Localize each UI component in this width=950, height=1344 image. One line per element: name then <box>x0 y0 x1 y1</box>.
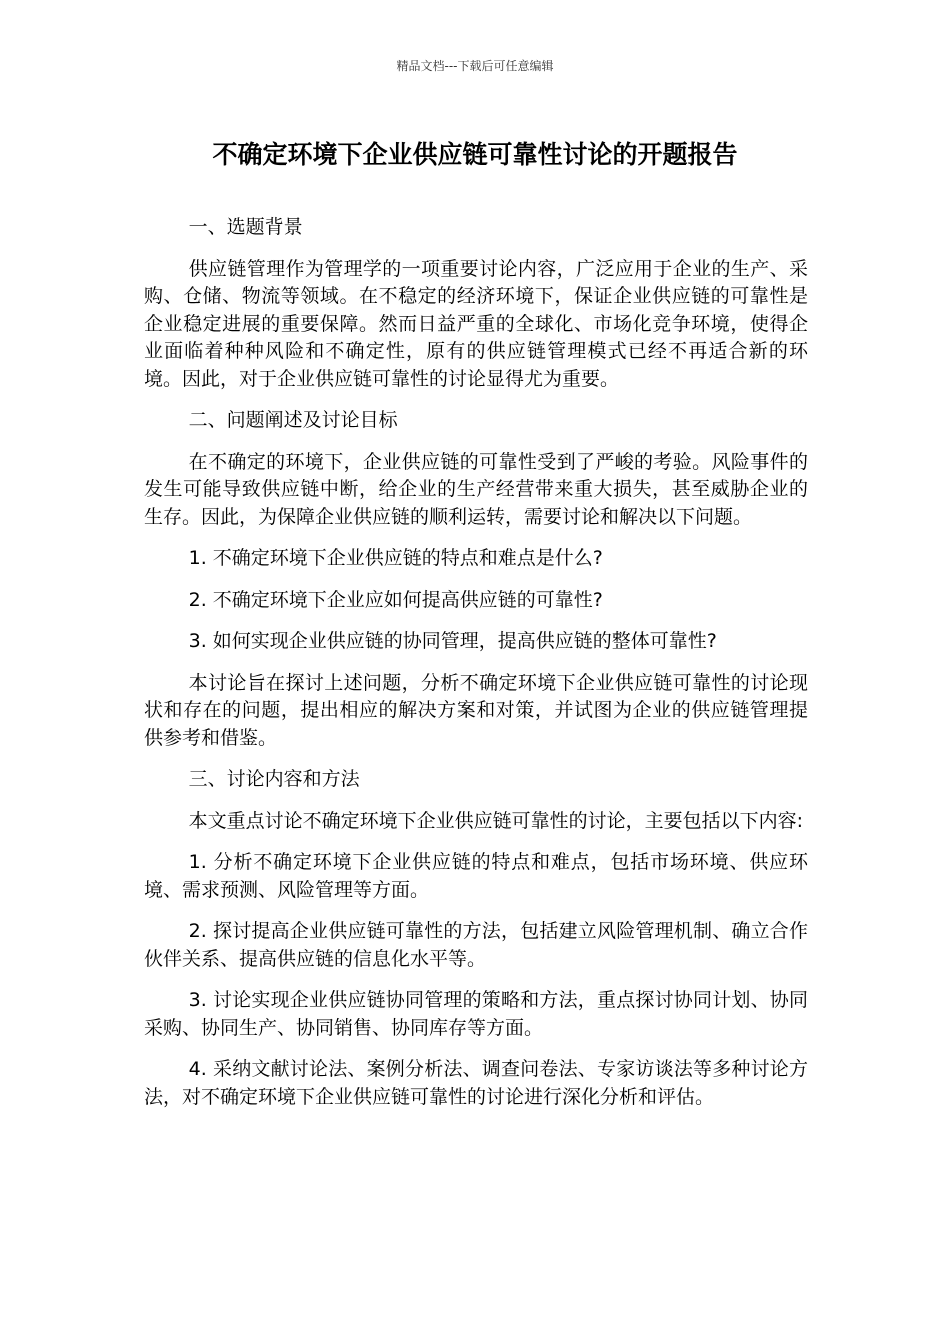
section-problem-statement <box>144 407 808 752</box>
document-body <box>144 214 808 1125</box>
paragraph: 供应链管理作为管理学的一项重要讨论内容，广泛应用于企业的生产、采购、仓储、物流等领域。在不稳定的经济环境下，保证企业供应链的可靠性是企业稳定进展的重要保障。然而日益严重的全球化、市场化竞争环境，使得企业面临着种种风险和不确定性，原有的供应链管理模式已经不再适合新的环境。因此，对于企业供应链可靠性的讨论显得尤为重要。 <box>144 257 808 390</box>
list-item: 4. 采纳文献讨论法、案例分析法、调查问卷法、专家访谈法等多种讨论方法，对不确定环境下企业供应链可靠性的讨论进行深化分析和评估。 <box>144 1058 808 1108</box>
section-content-and-methods <box>144 766 808 1111</box>
list-item: 3. 如何实现企业供应链的协同管理，提高供应链的整体可靠性? <box>188 630 717 652</box>
list-item: 1. 分析不确定环境下企业供应链的特点和难点，包括市场环境、供应环境、需求预测、风险管理等方面。 <box>144 851 808 901</box>
paragraph: 本讨论旨在探讨上述问题，分析不确定环境下企业供应链可靠性的讨论现状和存在的问题，提出相应的解决方案和对策，并试图为企业的供应链管理提供参考和借鉴。 <box>144 671 808 749</box>
section-heading: 一、选题背景 <box>188 216 303 238</box>
list-item: 3. 讨论实现企业供应链协同管理的策略和方法，重点探讨协同计划、协同采购、协同生产、协同销售、协同库存等方面。 <box>144 989 808 1039</box>
list-item: 2. 不确定环境下企业应如何提高供应链的可靠性? <box>188 588 603 611</box>
section-heading: 二、问题阐述及讨论目标 <box>188 409 398 431</box>
list-item: 2. 探讨提高企业供应链可靠性的方法，包括建立风险管理机制、确立合作伙伴关系、提高供应链的信息化水平等。 <box>144 920 808 970</box>
section-heading: 三、讨论内容和方法 <box>188 768 360 790</box>
document-title: 不确定环境下企业供应链可靠性讨论的开题报告 <box>212 140 738 169</box>
list-item: 1. 不确定环境下企业供应链的特点和难点是什么? <box>188 547 603 569</box>
paragraph: 本文重点讨论不确定环境下企业供应链可靠性的讨论，主要包括以下内容: <box>188 809 804 832</box>
paragraph: 在不确定的环境下，企业供应链的可靠性受到了严峻的考验。风险事件的发生可能导致供应链中断，给企业的生产经营带来重大损失，甚至威胁企业的生存。因此，为保障企业供应链的顺利运转，需要讨论和解决以下问题。 <box>144 450 808 528</box>
section-background <box>144 214 808 393</box>
page-header: 精品文档---下载后可任意编辑 <box>396 59 554 73</box>
